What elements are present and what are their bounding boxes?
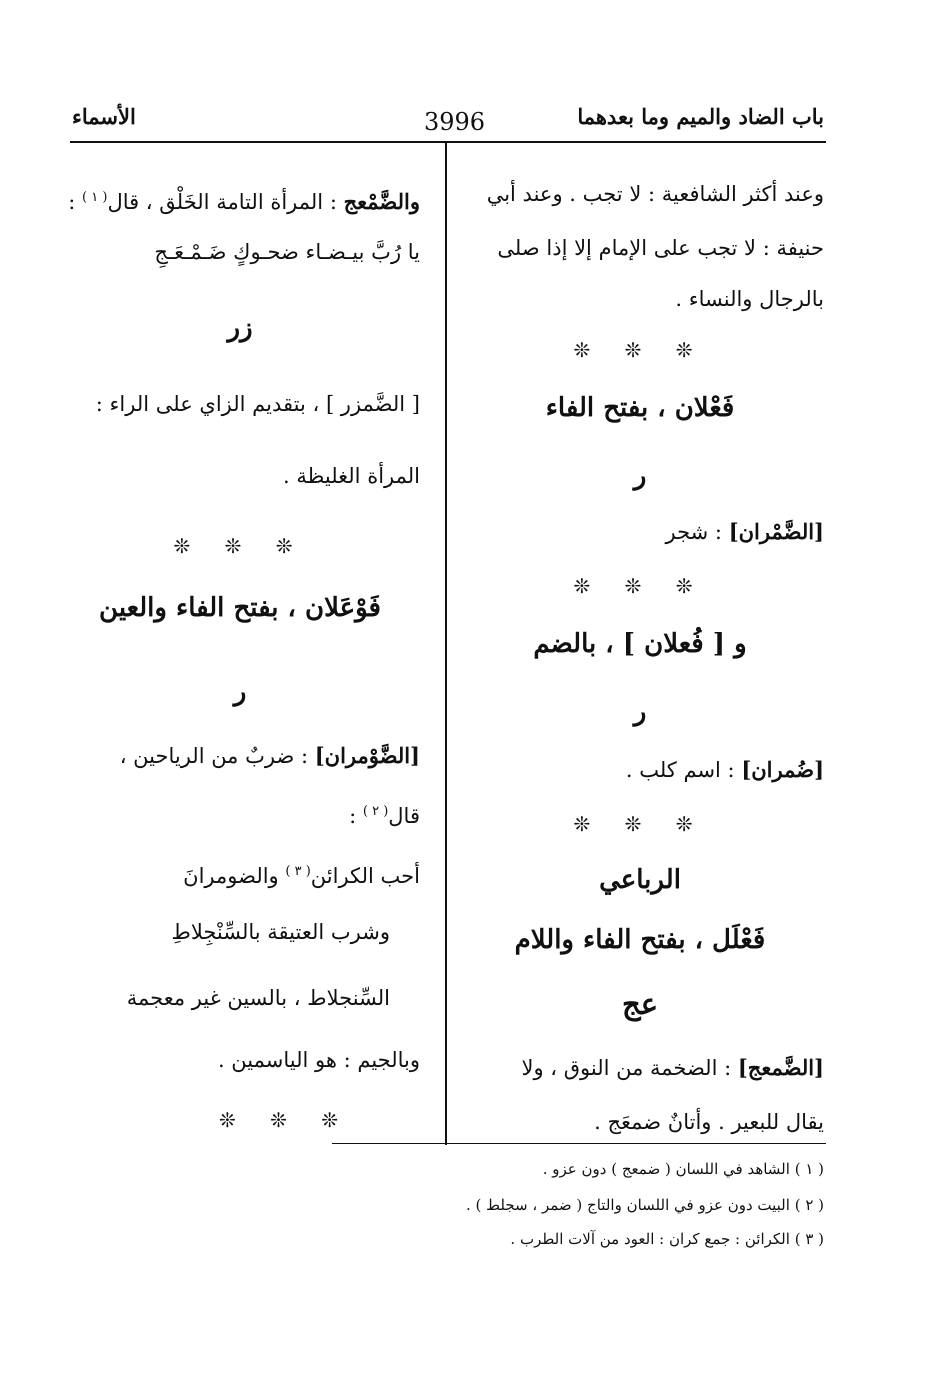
root-heading: ر: [633, 461, 647, 491]
entry-definition: : شجر: [665, 520, 729, 544]
gloss-line: وبالجيم : هو الياسمين .: [217, 1048, 420, 1072]
verse-line: [183, 858, 420, 890]
entry-term: [ضُمران]: [741, 757, 824, 782]
root-heading: عج: [621, 987, 659, 1021]
left-column: [60, 0, 420, 1150]
dictionary-entry: [666, 518, 824, 546]
entry-definition: : المرأة التامة الخَلْق ، قال: [107, 190, 344, 214]
footnote: ( ٢ ) البيت دون عزو في اللسان والتاج ( ضمر ، سجلط ) .: [465, 1196, 824, 1214]
root-heading: ر: [633, 697, 647, 727]
text-line: حنيفة : لا تجب على الإمام إلا إذا صلى: [497, 236, 824, 260]
page-number: 3996: [424, 108, 486, 136]
dictionary-entry: [521, 1054, 824, 1082]
entry-term: [الضَّمْران]: [728, 519, 824, 544]
gloss-line: السِّنجلاط ، بالسين غير معجمة: [126, 986, 390, 1010]
running-header-section: الأسماء: [72, 104, 136, 129]
footnote-ref: ( ٣ ): [285, 864, 311, 879]
section-heading: الرباعي: [599, 865, 681, 895]
section-separator: ❊ ❊ ❊: [573, 338, 707, 362]
right-column: [456, 0, 824, 1150]
footnote-ref: ( ١ ): [82, 190, 108, 205]
pattern-heading: فَعْلان ، بفتح الفاء: [545, 393, 735, 423]
section-separator: ❊ ❊ ❊: [573, 574, 707, 598]
dictionary-entry: [68, 184, 420, 216]
entry-definition: : اسم كلب .: [625, 758, 742, 782]
entry-term: [الضَّوْمران]: [314, 743, 420, 768]
text-line: يقال للبعير . وأتانٌ ضمعَج .: [594, 1110, 824, 1134]
dictionary-entry: [626, 756, 824, 784]
pattern-heading: فَعْلَل ، بفتح الفاء واللام: [514, 925, 766, 955]
punctuation: :: [68, 190, 83, 214]
entry-definition: : الضخمة من النوق ، ولا: [521, 1056, 738, 1080]
text-line: بالرجال والنساء .: [675, 287, 824, 311]
entry-definition: : ضربٌ من الرياحين ،: [119, 744, 315, 768]
footnote: ( ١ ) الشاهد في اللسان ( ضمعج ) دون عزو .: [542, 1160, 824, 1178]
footnote: ( ٣ ) الكرائن : جمع كران : العود من آلات الطرب .: [510, 1230, 824, 1248]
pattern-heading: و [ فُعلان ] ، بالضم: [533, 629, 747, 659]
column-divider: [445, 143, 447, 1145]
running-header-chapter: باب الضاد والميم وما بعدهما: [577, 104, 824, 129]
text-line: المرأة الغليظة .: [283, 464, 420, 488]
root-heading: زر: [227, 313, 253, 343]
pattern-heading: فَوْعَلان ، بفتح الفاء والعين: [99, 593, 381, 623]
text-line: [349, 798, 420, 830]
section-separator: ❊ ❊ ❊: [173, 534, 307, 558]
dictionary-entry: [120, 742, 420, 770]
punctuation: :: [349, 804, 363, 828]
section-separator: ❊ ❊ ❊: [219, 1108, 352, 1132]
root-heading: ر: [233, 677, 247, 707]
verse-line: يا رُبَّ بيـضـاء ضحـوكٍ ضَـمْـعَـجِ: [154, 240, 420, 264]
verse-part: والضومرانَ: [183, 864, 286, 888]
section-separator: ❊ ❊ ❊: [573, 812, 707, 836]
entry-term: [الضَّمعج]: [737, 1055, 824, 1080]
dictionary-entry: [ الضَّمزر ] ، بتقديم الزاي على الراء :: [95, 392, 420, 416]
entry-term: والضَّمْعج: [343, 189, 420, 214]
text-line: وعند أكثر الشافعية : لا تجب . وعند أبي: [486, 182, 824, 206]
qal-word: قال: [388, 804, 420, 828]
footnote-rule: [332, 1143, 826, 1144]
verse-part: أحب الكرائن: [310, 864, 420, 888]
footnote-ref: ( ٢ ): [362, 804, 389, 819]
verse-line: وشرب العتيقة بالسِّنْجِلاطِ: [171, 920, 390, 944]
